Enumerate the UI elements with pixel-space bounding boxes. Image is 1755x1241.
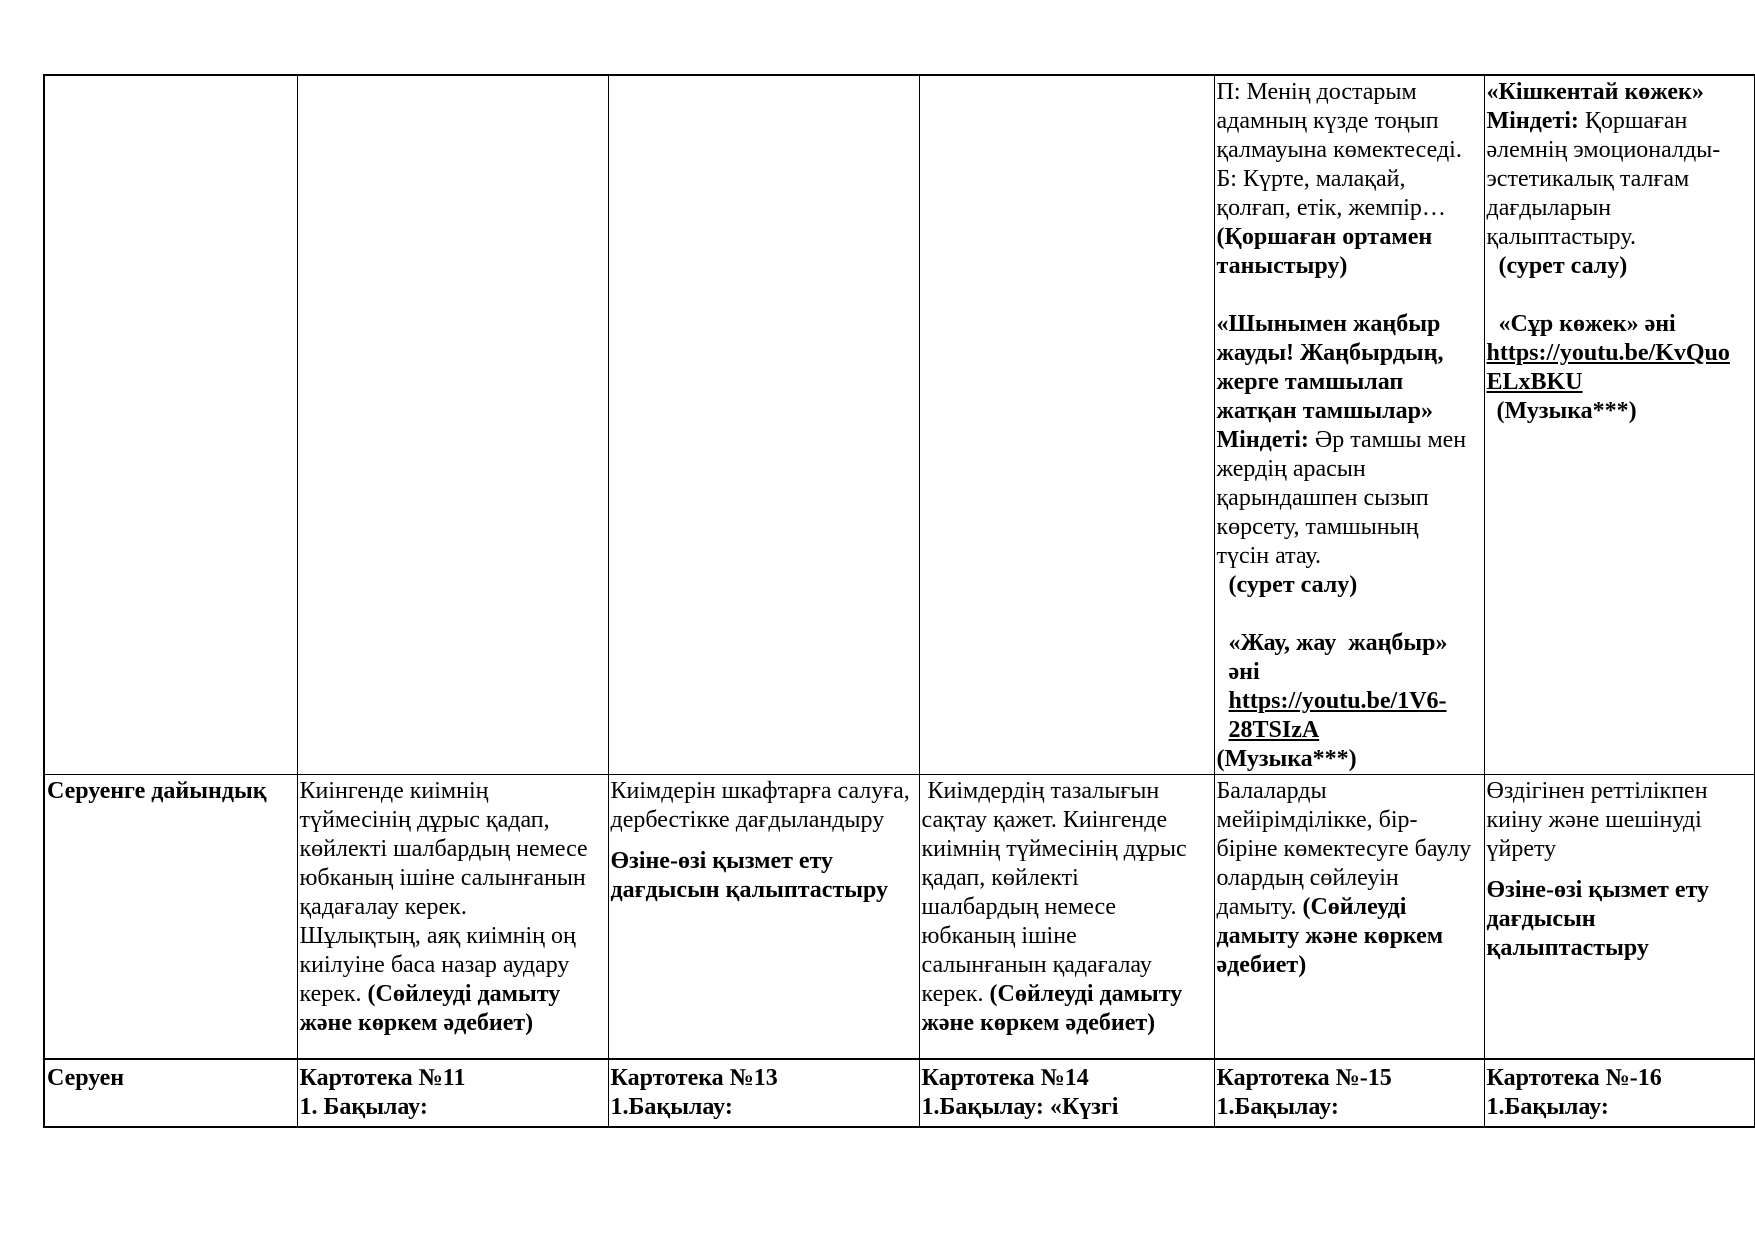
walk-cell-tue [608, 1059, 919, 1127]
song-title: «Сұр көжек» әні [1498, 311, 1676, 337]
task-text: Әр тамшы мен [1308, 427, 1467, 453]
text-line: шалбардың немесе [921, 894, 1117, 920]
text-line: дербестікке дағдыландыру [610, 807, 885, 833]
subject-label: және көркем әдебиет) [921, 1010, 1156, 1036]
walk-cell-mon [297, 1059, 608, 1127]
observation-label: 1.Бақылау: [1486, 1093, 1609, 1120]
task-label: Міндеті: [1486, 108, 1579, 134]
subject-label: және көркем әдебиет) [299, 1010, 534, 1036]
subject-label: (Сөйлеуді дамыту [989, 981, 1183, 1007]
continued-cell-mon [297, 75, 608, 775]
text-fragment: керек. [921, 981, 990, 1007]
task-text: Қоршаған [1578, 108, 1688, 134]
text-line: киіну және шешінуді [1486, 807, 1702, 833]
music-label: (Музыка***) [1496, 398, 1637, 424]
card-file-title: Картотека №13 [610, 1064, 778, 1091]
text-line: қадағалау керек. [299, 894, 467, 920]
task-text-line: әлемнің эмоционалды- [1486, 137, 1721, 163]
task-text-line: жердің арасын [1216, 456, 1366, 482]
walk-row [44, 1059, 1755, 1127]
card-file-title: Картотека №14 [921, 1064, 1089, 1091]
text-line: үйрету [1486, 836, 1557, 862]
text-line: адамның күзде тоңып [1216, 108, 1439, 134]
row-label-walk-preparation: Серуенге дайындық [44, 775, 297, 1059]
text-line: көйлекті шалбардың немесе [299, 836, 588, 862]
observation-label: 1.Бақылау: [610, 1093, 733, 1120]
song-title: әні [1228, 659, 1260, 685]
text-line: қадап, көйлекті [921, 865, 1079, 891]
text-fragment: керек. [299, 981, 368, 1007]
text-line: Балаларды [1216, 778, 1327, 804]
walk-preparation-row [44, 775, 1755, 1059]
text-line: қалмауына көмектеседі. [1216, 137, 1462, 163]
continued-cell-tue [608, 75, 919, 775]
subject-label: дамыту және көркем [1216, 923, 1444, 949]
text-line: П: Менің достарым [1216, 79, 1417, 105]
weekly-plan-table [43, 74, 1755, 1128]
text-line: Киімдердің тазалығын [921, 778, 1160, 804]
prep-cell-thu [1214, 775, 1484, 1059]
text-line: киілуіне баса назар аудару [299, 952, 570, 978]
music-label: (Музыка***) [1216, 746, 1357, 772]
prep-cell-tue [608, 775, 919, 1059]
rain-activity-title: жерге тамшылап [1216, 369, 1404, 395]
subject-label: әдебиет) [1216, 952, 1307, 978]
text-line: Өздігінен реттілікпен [1486, 778, 1708, 804]
subject-label: таныстыру) [1216, 253, 1348, 279]
text-line: салынғанын қадағалау [921, 952, 1152, 978]
youtube-link[interactable]: 28TSIzA [1228, 717, 1320, 743]
prep-cell-mon [297, 775, 608, 1059]
subject-label: дағдысын қалыптастыру [610, 877, 888, 903]
prep-cell-wed [919, 775, 1214, 1059]
text-fragment: дамыту. [1216, 894, 1303, 920]
continued-row [44, 75, 1755, 775]
text-line: Б: Күрте, малақай, [1216, 166, 1406, 192]
text-line: юбканың ішіне салынғанын [299, 865, 586, 891]
activity-label: (сурет салу) [1228, 572, 1358, 598]
text-line: біріне көмектесуге баулу [1216, 836, 1472, 862]
prep-cell-fri [1484, 775, 1755, 1059]
subject-label: дағдысын [1486, 906, 1596, 932]
text-line: юбканың ішіне [921, 923, 1077, 949]
youtube-link[interactable]: https://youtu.be/1V6- [1228, 688, 1447, 714]
text-line: Киімдерін шкафтарға салуға, [610, 778, 910, 804]
youtube-link[interactable]: ELxBKU [1486, 369, 1583, 395]
task-text-line: қалыптастыру. [1486, 224, 1636, 250]
youtube-link[interactable]: https://youtu.be/KvQuo [1486, 340, 1730, 366]
card-file-title: Картотека №-16 [1486, 1064, 1662, 1091]
task-text-line: қарындашпен сызып [1216, 485, 1429, 511]
card-file-title: Картотека №11 [299, 1064, 466, 1091]
task-text-line: дағдыларын [1486, 195, 1612, 221]
text-line: Шұлықтың, аяқ киімнің оң [299, 923, 576, 949]
rain-activity-title: жатқан тамшылар» [1216, 398, 1433, 424]
subject-label: (Сөйлеуді дамыту [367, 981, 561, 1007]
text-line: мейірімділікке, бір- [1216, 807, 1418, 833]
rabbit-activity-title: «Кішкентай көжек» [1486, 79, 1704, 105]
continued-label-cell [44, 75, 297, 775]
rain-activity-title: «Шынымен жаңбыр [1216, 311, 1441, 337]
continued-cell-wed [919, 75, 1214, 775]
subject-label: Өзіне-өзі қызмет ету [1486, 877, 1710, 903]
text-line: қолғап, етік, жемпір… [1216, 195, 1446, 221]
activity-label: (сурет салу) [1498, 253, 1628, 279]
task-text-line: көрсету, тамшының [1216, 514, 1419, 540]
observation-label: 1.Бақылау: [1216, 1093, 1339, 1120]
continued-cell-thu [1214, 75, 1484, 775]
task-label: Міндеті: [1216, 427, 1309, 453]
card-file-title: Картотека №-15 [1216, 1064, 1392, 1091]
observation-label: 1.Бақылау: «Күзгі [921, 1093, 1119, 1120]
walk-cell-thu [1214, 1059, 1484, 1127]
text-line: Киінгенде киімнің [299, 778, 489, 804]
subject-label: (Қоршаған ортамен [1216, 224, 1433, 250]
subject-label: Өзіне-өзі қызмет ету [610, 848, 834, 874]
row-label-walk: Серуен [44, 1059, 297, 1127]
rain-activity-title: жауды! Жаңбырдың, [1216, 340, 1444, 366]
observation-label: 1. Бақылау: [299, 1093, 428, 1120]
text-line: түймесінің дұрыс қадап, [299, 807, 550, 833]
subject-label: қалыптастыру [1486, 935, 1649, 961]
task-text-line: эстетикалық талғам [1486, 166, 1690, 192]
text-line: олардың сөйлеуін [1216, 865, 1399, 891]
walk-cell-wed [919, 1059, 1214, 1127]
text-line: сақтау қажет. Киінгенде [921, 807, 1168, 833]
continued-cell-fri [1484, 75, 1755, 775]
text-line: киімнің түймесінің дұрыс [921, 836, 1187, 862]
task-text-line: түсін атау. [1216, 543, 1321, 569]
song-title: «Жау, жау жаңбыр» [1228, 630, 1448, 656]
walk-cell-fri [1484, 1059, 1755, 1127]
subject-label: (Сөйлеуді [1302, 894, 1407, 920]
